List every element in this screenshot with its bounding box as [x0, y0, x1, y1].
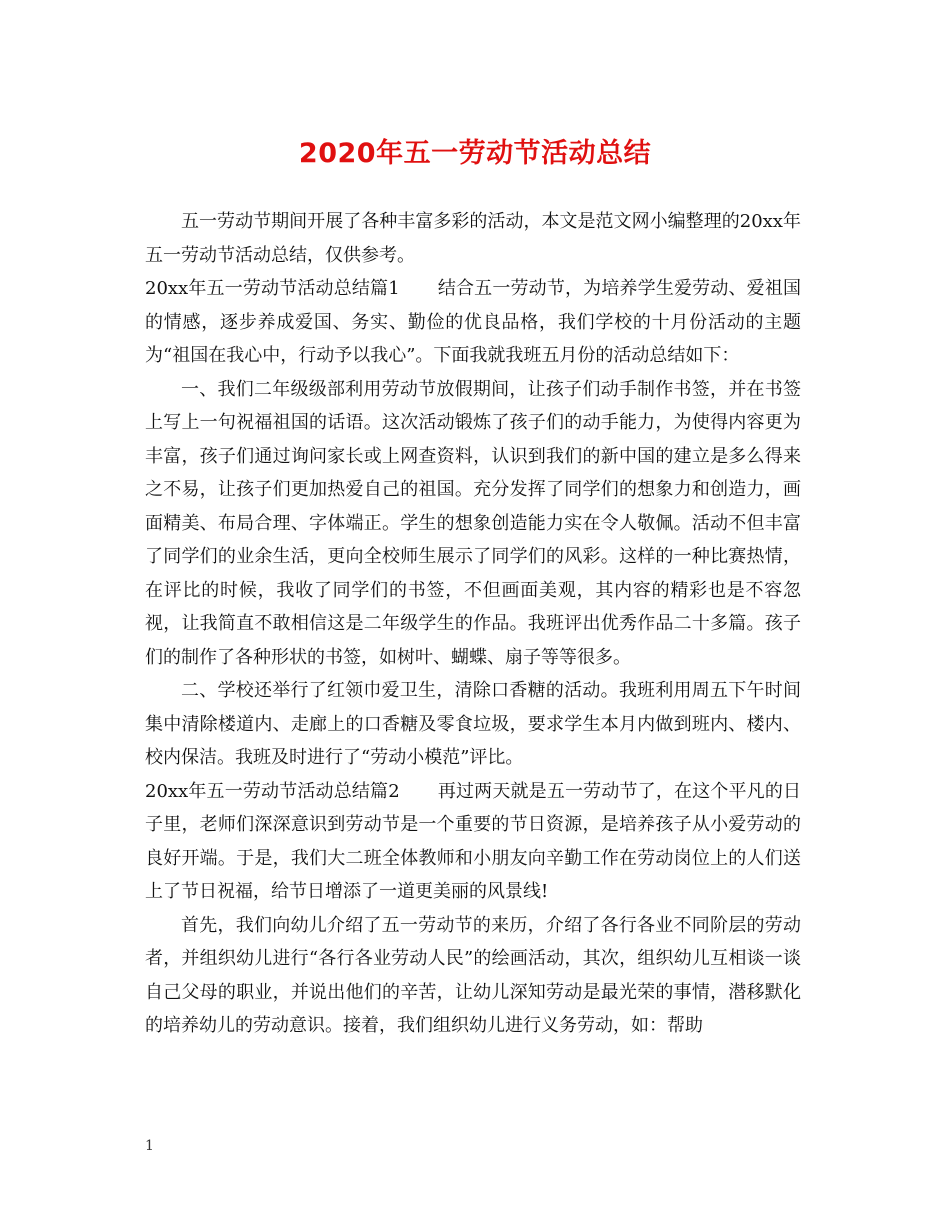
section2-heading: 20xx年五一劳动节活动总结篇2 [145, 780, 400, 802]
page-title: 2020年五一劳动节活动总结 [298, 138, 652, 169]
page-number: 1 [145, 1138, 154, 1154]
section2-paragraph-1: 首先，我们向幼儿介绍了五一劳动节的来历，介绍了各行各业不同阶层的劳动者，并组织幼儿进行“各行各业劳动人民”的绘画活动，其次，组织幼儿互相谈一谈自己父母的职业，并说出他们的辛苦，让幼儿深知劳动是最光荣的事情，潜移默化的培养幼儿的劳动意识。接着，我们组织幼儿进行义务劳动，如：帮助 [145, 914, 801, 1036]
section1-heading: 20xx年五一劳动节活动总结篇1 [145, 278, 400, 299]
section1-paragraph-2: 二、学校还举行了红领巾爱卫生，清除口香糖的活动。我班利用周五下午时间集中清除楼道内、走廊上的口香糖及零食垃圾，要求学生本月内做到班内、楼内、校内保洁。我班及时进行了“劳动小模范”评比。 [145, 680, 801, 768]
section2-lead: 再过两天就是五一劳动节了，在这个平凡的日子里，老师们深深意识到劳动节是一个重要的节日资源，是培养孩子从小爱劳动的良好开端。于是，我们大二班全体教师和小朋友向辛勤工作在劳动岗位上的人们送上了节日祝福，给节日增添了一道更美丽的风景线! [145, 780, 801, 902]
section1-lead-paragraph [145, 272, 801, 373]
section1-paragraph-1: 一、我们二年级级部利用劳动节放假期间，让孩子们动手制作书签，并在书签上写上一句祝福祖国的话语。这次活动锻炼了孩子们的动手能力，为使得内容更为丰富，孩子们通过询问家长或上网查资料，认识到我们的新中国的建立是多么得来之不易，让孩子们更加热爱自己的祖国。充分发挥了同学们的想象力和创造力，画面精美、布局合理、字体端正。学生的想象创造能力实在令人敬佩。活动不但丰富了同学们的业余生活，更向全校师生展示了同学们的风彩。这样的一种比赛热情，在评比的时候，我收了同学们的书签，不但画面美观，其内容的精彩也是不容忽视，让我简直不敢相信这是二年级学生的作品。我班评出优秀作品二十多篇。孩子们的制作了各种形状的书签，如树叶、蝴蝶、扇子等等很多。 [145, 378, 801, 668]
document-body [145, 205, 801, 1043]
intro-paragraph: 五一劳动节期间开展了各种丰富多彩的活动，本文是范文网小编整理的20xx年五一劳动节活动总结，仅供参考。 [145, 211, 801, 266]
section1-lead: 结合五一劳动节，为培养学生爱劳动、爱祖国的情感，逐步养成爱国、务实、勤俭的优良品格，我们学校的十月份活动的主题为“祖国在我心中，行动予以我心”。下面我就我班五月份的活动总结如下： [145, 278, 801, 366]
section2-lead-paragraph [145, 775, 801, 909]
